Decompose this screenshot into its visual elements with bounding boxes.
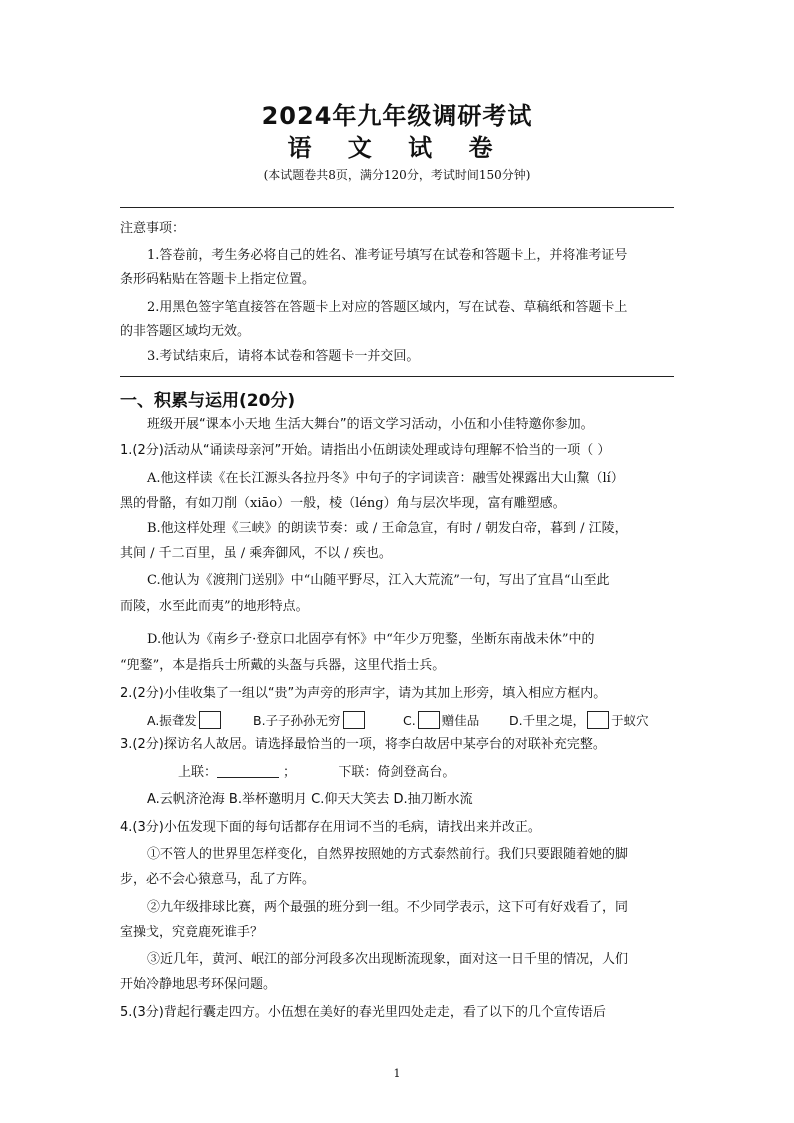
question-1-line: C.他认为《渡荆门送别》中“山随平野尽，江入大荒流”一句，写出了宜昌“山至此 xyxy=(147,573,610,588)
question-4-line: ②九年级排球比赛，两个最强的班分到一组。不少同学表示，这下可有好戏看了，同 xyxy=(147,900,629,915)
divider-top xyxy=(120,207,674,208)
question-4-line: ③近几年，黄河、岷江的部分河段多次出现断流现象，面对这一日千里的情况，人们 xyxy=(147,952,629,967)
question-3-stem: 3.(2分)探访名人故居。请选择最恰当的一项，将李白故居中某亭台的对联补充完整。 xyxy=(120,737,606,752)
divider-notice xyxy=(120,376,674,377)
question-4-line: ①不管人的世界里怎样变化，自然界按照她的方式泰然前行。我们只要跟随着她的脚 xyxy=(147,847,629,862)
couplet-upper-label: 上联： xyxy=(178,765,218,780)
question-4-stem: 4.(3分)小伍发现下面的每句话都存在用词不当的毛病，请找出来并改正。 xyxy=(120,820,541,835)
answer-box-c[interactable] xyxy=(418,711,440,729)
option-b-text: B.子子孙孙无穷 xyxy=(253,713,341,728)
question-2-option-b xyxy=(253,711,367,729)
option-d-text: D.千里之堤， xyxy=(509,713,586,728)
page-number: 1 xyxy=(393,1067,401,1080)
answer-box-a[interactable] xyxy=(199,711,221,729)
couplet-upper-blank[interactable] xyxy=(217,765,279,778)
notice-line: 3.考试结束后，请将本试卷和答题卡一并交回。 xyxy=(147,349,420,364)
notice-heading: 注意事项： xyxy=(120,221,186,236)
question-2-stem: 2.(2分)小佳收集了一组以“贵”为声旁的形声字，请为其加上形旁，填入相应方框内。 xyxy=(120,686,607,701)
option-d-suffix: 于蚁穴 xyxy=(611,713,649,728)
exam-title: 2024年九年级调研考试 xyxy=(261,102,533,130)
exam-subject-title: 语 文 试 卷 xyxy=(287,133,507,162)
question-5-stem: 5.(3分)背起行囊走四方。小伍想在美好的春光里四处走走，看了以下的几个宣传语后 xyxy=(120,1005,606,1020)
question-1-line: 而陵，水至此而夷”的地形特点。 xyxy=(120,599,309,614)
question-1-line: “兜鍪”，本是指兵士所戴的头盔与兵器，这里代指士兵。 xyxy=(120,658,446,673)
question-2-option-a xyxy=(147,711,223,729)
option-a-text: A.振聋发 xyxy=(147,713,197,728)
section-intro: 班级开展“课本小天地 生活大舞台”的语文学习活动，小伍和小佳特邀你参加。 xyxy=(147,417,594,432)
question-2-option-c xyxy=(403,711,479,729)
option-c-text: 赠佳品 xyxy=(441,713,480,728)
notice-line: 的非答题区域均无效。 xyxy=(120,324,251,339)
answer-box-b[interactable] xyxy=(343,711,365,729)
option-c-label: C. xyxy=(403,713,416,728)
question-3-couplet xyxy=(178,765,676,781)
notice-line: 1.答卷前，考生务必将自己的姓名、准考证号填写在试卷和答题卡上，并将准考证号 xyxy=(147,248,628,263)
question-1-line: B.他这样处理《三峡》的朗读节奏：或 / 王命急宣，有时 / 朝发白帝，暮到 / 江陵， xyxy=(147,521,628,536)
answer-box-d[interactable] xyxy=(587,711,609,729)
question-4-line: 室操戈，究竟鹿死谁手？ xyxy=(120,925,264,940)
notice-line: 2.用黑色签字笔直接答在答题卡上对应的答题区域内，写在试卷、草稿纸和答题卡上 xyxy=(147,300,628,315)
question-4-line: 开始冷静地思考环保问题。 xyxy=(120,977,277,992)
question-1-line: A.他这样读《在长江源头各拉丹冬》中句子的字词读音：融雪处裸露出大山黧（lí） xyxy=(147,471,624,486)
question-1-line: 黑的骨骼，有如刀削（xiāo）一般，棱（léng）角与层次毕现，富有雕塑感。 xyxy=(120,496,566,511)
question-3-options: A.云帆济沧海 B.举杯邀明月 C.仰天大笑去 D.抽刀断水流 xyxy=(147,792,473,807)
question-2-options xyxy=(147,711,677,731)
couplet-upper-end: ； xyxy=(283,765,297,780)
question-1-line: D.他认为《南乡子·登京口北固亭有怀》中“年少万兜鍪，坐断东南战未休”中的 xyxy=(147,632,595,647)
notice-line: 条形码粘贴在答题卡上指定位置。 xyxy=(120,272,316,287)
couplet-lower: 下联：倚剑登高台。 xyxy=(338,765,456,780)
question-2-option-d xyxy=(509,711,649,729)
question-1-line: 其间 / 千二百里，虽 / 乘奔御风，不以 / 疾也。 xyxy=(120,546,392,561)
question-1-stem: 1.(2分)活动从“诵读母亲河”开始。请指出小伍朗读处理或诗句理解不恰当的一项（ ） xyxy=(120,443,611,458)
section-title: 一、积累与运用(20分) xyxy=(120,391,296,411)
exam-info: (本试题卷共8页，满分120分，考试时间150分钟) xyxy=(263,168,531,182)
question-4-line: 步，必不会心猿意马，乱了方阵。 xyxy=(120,872,316,887)
